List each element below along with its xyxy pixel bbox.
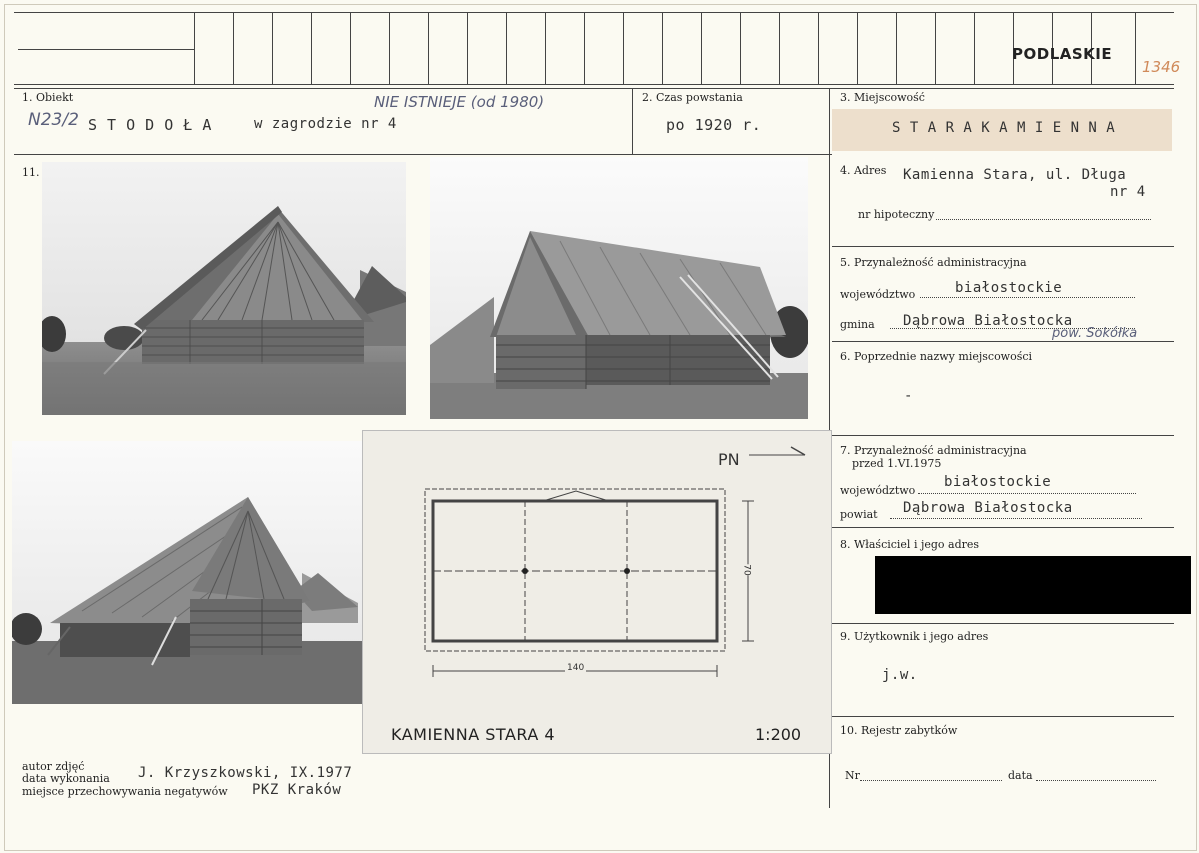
user-label: 9. Użytkownik i jego adres (840, 630, 989, 643)
storage-label: miejsce przechowywania negatywów (22, 785, 228, 798)
register-label: 10. Rejestr zabytków (840, 724, 958, 737)
north-marker: PN (718, 450, 740, 469)
barn-photo-1 (42, 162, 406, 415)
county-note: pow. Sokółka (1052, 326, 1138, 341)
author-value: J. Krzyszkowski, IX.1977 (138, 765, 353, 781)
object-detail: w zagrodzie nr 4 (254, 116, 397, 132)
plan-depth-dim: 70 (741, 564, 752, 576)
plan-scale: 1:200 (755, 725, 802, 744)
voivodeship-before-value: białostockie (944, 474, 1052, 490)
card-code: 1346 (1142, 58, 1181, 76)
header-grid (14, 12, 1174, 84)
object-label: 1. Obiekt (22, 91, 74, 104)
voivodeship-value: białostockie (955, 280, 1063, 296)
address-value-2: nr 4 (1110, 184, 1146, 200)
locality-value: S T A R A K A M I E N N A (892, 120, 1116, 136)
floor-plan (362, 430, 832, 754)
plan-caption: KAMIENNA STARA 4 (391, 725, 556, 744)
register-date-label: data (1008, 769, 1033, 782)
object-note: NIE ISTNIEJE (od 1980) (374, 93, 545, 111)
object-number: N23/2 (28, 110, 79, 130)
region-header: PODLASKIE (1012, 45, 1113, 63)
barn-photo-3 (12, 441, 363, 704)
object-name: S T O D O Ł A (88, 116, 212, 134)
district-value: Dąbrowa Białostocka (903, 500, 1073, 516)
barn-photo-2 (430, 157, 808, 419)
date-built-label: 2. Czas powstania (642, 91, 743, 104)
photos-label: 11. (22, 166, 40, 179)
address-label: 4. Adres (840, 164, 887, 177)
admin-before-label: 7. Przynależność administracyjna (840, 444, 1027, 457)
storage-value: PKZ Kraków (252, 782, 342, 798)
previous-names-value: - (904, 388, 913, 404)
author-label: autor zdjęć (22, 760, 85, 773)
commune-value: Dąbrowa Białostocka (903, 313, 1073, 329)
voivodeship-before-label: województwo (840, 484, 916, 497)
redacted-owner (875, 556, 1191, 614)
owner-label: 8. Właściciel i jego adres (840, 538, 980, 551)
user-value: j.w. (882, 667, 918, 683)
date-built-value: po 1920 r. (666, 116, 762, 134)
district-label: powiat (840, 508, 878, 521)
previous-names-label: 6. Poprzednie nazwy miejscowości (840, 350, 1033, 363)
admin-before-date: przed 1.VI.1975 (852, 457, 942, 470)
admin-label: 5. Przynależność administracyjna (840, 256, 1027, 269)
date-label: data wykonania (22, 772, 110, 785)
mortgage-label: nr hipoteczny (858, 208, 935, 221)
voivodeship-label: województwo (840, 288, 916, 301)
address-value-1: Kamienna Stara, ul. Długa (903, 167, 1127, 183)
locality-label: 3. Miejscowość (840, 91, 925, 104)
register-nr-label: Nr (845, 769, 860, 782)
commune-label: gmina (840, 318, 875, 331)
grid-line (194, 12, 195, 84)
plan-width-dim: 140 (567, 663, 585, 673)
